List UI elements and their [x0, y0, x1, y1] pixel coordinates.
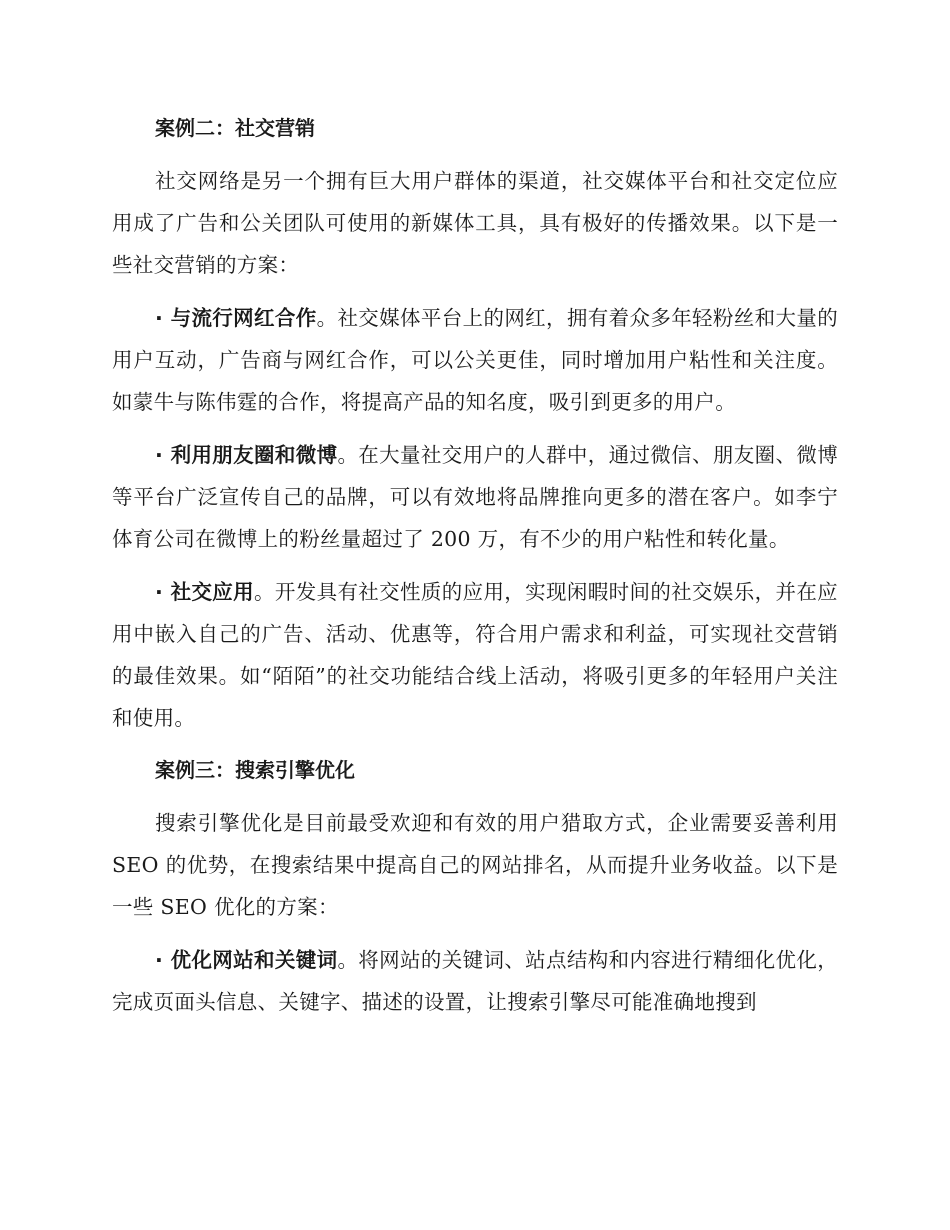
section-intro: 社交网络是另一个拥有巨大用户群体的渠道，社交媒体平台和社交定位应用成了广告和公关团队可使用的新媒体工具，具有极好的传播效果。以下是一些社交营销的方案： [112, 169, 838, 277]
section-heading: 案例二：社交营销 [155, 116, 315, 140]
bullet-lead: · 利用朋友圈和微博 [155, 443, 338, 467]
bullet-lead: · 与流行网红合作 [155, 306, 317, 330]
section-heading: 案例三：搜索引擎优化 [155, 758, 355, 782]
bullet-paragraph [112, 571, 838, 739]
bullet-text: 。开发具有社交性质的应用，实现闲暇时间的社交娱乐，并在应用中嵌入自己的广告、活动、优惠等，符合用户需求和利益，可实现社交营销的最佳效果。如“陌陌”的社交功能结合线上活动，将吸引更多的年轻用户关注和使用。 [112, 580, 838, 730]
bullet-text: 。将网站的关键词、站点结构和内容进行精细化优化，完成页面头信息、关键字、描述的设置，让搜索引擎尽可能准确地搜到 [112, 948, 838, 1014]
bullet-lead: · 社交应用 [155, 580, 255, 604]
bullet-paragraph [112, 297, 838, 423]
bullet-paragraph [112, 939, 838, 1023]
section-intro: 搜索引擎优化是目前最受欢迎和有效的用户猎取方式，企业需要妥善利用 SEO 的优势，在搜索结果中提高自己的网站排名，从而提升业务收益。以下是一些 SEO 优化的方案： [112, 811, 838, 919]
bullet-text: 。在大量社交用户的人群中，通过微信、朋友圈、微博等平台广泛宣传自己的品牌，可以有效地将品牌推向更多的潜在客户。如李宁体育公司在微博上的粉丝量超过了 200 万，有不少的用户粘性和转化量。 [112, 443, 838, 551]
bullet-text: 。社交媒体平台上的网红，拥有着众多年轻粉丝和大量的用户互动，广告商与网红合作，可以公关更佳，同时增加用户粘性和关注度。如蒙牛与陈伟霆的合作，将提高产品的知名度，吸引到更多的用户。 [112, 306, 838, 414]
bullet-paragraph [112, 434, 838, 560]
bullet-lead: · 优化网站和关键词 [155, 948, 338, 972]
